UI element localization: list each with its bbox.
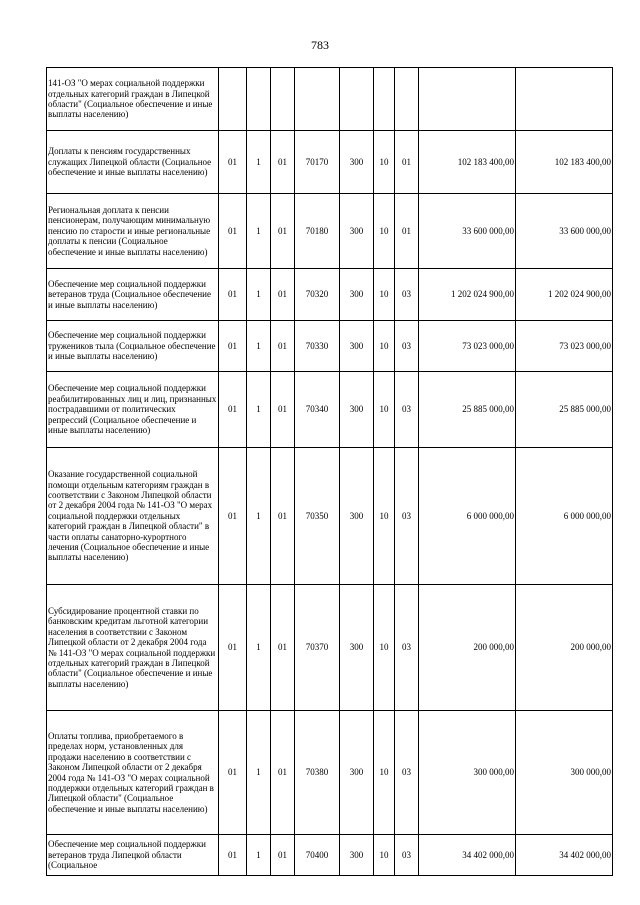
amount-cell: 200 000,00 — [419, 585, 516, 711]
code-cell: 300 — [340, 711, 374, 835]
code-cell: 1 — [247, 131, 271, 194]
table-row — [47, 711, 613, 835]
table-row — [47, 835, 613, 876]
code-cell: 10 — [374, 372, 395, 448]
code-cell: 01 — [271, 585, 295, 711]
row-description: Обеспечение мер социальной поддержки ветеранов труда Липецкой области (Социальное — [47, 835, 219, 876]
code-cell: 10 — [374, 711, 395, 835]
row-description: Обеспечение мер социальной поддержки тружеников тыла (Социальное обеспечение и иные выплаты населению) — [47, 321, 219, 372]
code-cell: 01 — [271, 711, 295, 835]
code-cell: 300 — [340, 131, 374, 194]
table-row — [47, 194, 613, 269]
code-cell: 10 — [374, 131, 395, 194]
code-cell: 03 — [395, 448, 419, 585]
code-cell — [219, 68, 247, 131]
table-row — [47, 131, 613, 194]
row-description: Обеспечение мер социальной поддержки ветеранов труда (Социальное обеспечение и иные выплаты населению) — [47, 269, 219, 321]
row-description: Оказание государственной социальной помощи отдельным категориям граждан в соответствии с Законом Липецкой области от 2 декабря 2004 года № 141-ОЗ "О мерах социальной поддержки отдельных категорий граждан в Липецкой области" в части оплаты санаторно-курортного лечения (Социальное обеспечение и иные выплаты населению) — [47, 448, 219, 585]
code-cell: 03 — [395, 269, 419, 321]
code-cell: 03 — [395, 585, 419, 711]
code-cell: 1 — [247, 585, 271, 711]
amount-cell: 1 202 024 900,00 — [419, 269, 516, 321]
code-cell: 01 — [219, 321, 247, 372]
code-cell: 70330 — [295, 321, 340, 372]
table-row — [47, 448, 613, 585]
amount-cell: 6 000 000,00 — [516, 448, 613, 585]
code-cell: 1 — [247, 372, 271, 448]
code-cell: 01 — [271, 372, 295, 448]
table-row — [47, 269, 613, 321]
code-cell: 70180 — [295, 194, 340, 269]
code-cell: 70380 — [295, 711, 340, 835]
code-cell: 1 — [247, 321, 271, 372]
code-cell: 01 — [271, 269, 295, 321]
code-cell: 1 — [247, 194, 271, 269]
amount-cell — [516, 68, 613, 131]
code-cell: 1 — [247, 448, 271, 585]
amount-cell: 73 023 000,00 — [419, 321, 516, 372]
table-row — [47, 68, 613, 131]
amount-cell: 73 023 000,00 — [516, 321, 613, 372]
code-cell: 10 — [374, 448, 395, 585]
code-cell: 70400 — [295, 835, 340, 876]
code-cell: 03 — [395, 711, 419, 835]
code-cell: 70170 — [295, 131, 340, 194]
row-description: Региональная доплата к пенсии пенсионерам, получающим минимальную пенсию по старости и иные региональные доплаты к пенсии (Социальное обеспечение и иные выплаты населению) — [47, 194, 219, 269]
amount-cell: 34 402 000,00 — [419, 835, 516, 876]
amount-cell: 200 000,00 — [516, 585, 613, 711]
code-cell: 01 — [219, 711, 247, 835]
code-cell — [340, 68, 374, 131]
amount-cell: 300 000,00 — [419, 711, 516, 835]
amount-cell: 102 183 400,00 — [516, 131, 613, 194]
row-description: 141-ОЗ "О мерах социальной поддержки отдельных категорий граждан в Липецкой области" (Социальное обеспечение и иные выплаты населению) — [47, 68, 219, 131]
code-cell: 01 — [219, 448, 247, 585]
code-cell: 10 — [374, 269, 395, 321]
code-cell: 03 — [395, 835, 419, 876]
code-cell — [247, 68, 271, 131]
code-cell: 1 — [247, 711, 271, 835]
table-row — [47, 321, 613, 372]
table-row — [47, 372, 613, 448]
code-cell: 300 — [340, 269, 374, 321]
code-cell: 10 — [374, 835, 395, 876]
row-description: Субсидирование процентной ставки по банковским кредитам льготной категории населения в соответствии с Законом Липецкой области от 2 декабря 2004 года № 141-ОЗ "О мерах социальной поддержки отдельных категорий граждан в Липецкой области" (Социальное обеспечение и иные выплаты населению) — [47, 585, 219, 711]
page-number: 783 — [311, 38, 329, 52]
code-cell — [374, 68, 395, 131]
row-description: Оплаты топлива, приобретаемого в пределах норм, установленных для продажи населению в соответствии с Законом Липецкой области от 2 декабря 2004 года № 141-ОЗ "О мерах социальной поддержки отдельных категорий граждан в Липецкой области" (Социальное обеспечение и иные выплаты населению) — [47, 711, 219, 835]
code-cell: 01 — [271, 131, 295, 194]
amount-cell — [419, 68, 516, 131]
code-cell: 01 — [219, 269, 247, 321]
code-cell: 300 — [340, 321, 374, 372]
table-row — [47, 585, 613, 711]
code-cell: 10 — [374, 321, 395, 372]
amount-cell: 6 000 000,00 — [419, 448, 516, 585]
amount-cell: 33 600 000,00 — [516, 194, 613, 269]
code-cell: 70340 — [295, 372, 340, 448]
amount-cell: 25 885 000,00 — [516, 372, 613, 448]
code-cell: 300 — [340, 585, 374, 711]
amount-cell: 1 202 024 900,00 — [516, 269, 613, 321]
code-cell: 01 — [219, 835, 247, 876]
code-cell: 1 — [247, 269, 271, 321]
code-cell: 10 — [374, 585, 395, 711]
code-cell: 01 — [219, 131, 247, 194]
code-cell: 01 — [395, 194, 419, 269]
amount-cell: 25 885 000,00 — [419, 372, 516, 448]
row-description: Обеспечение мер социальной поддержки реабилитированных лиц и лиц, признанных пострадавшими от политических репрессий (Социальное обеспечение и иные выплаты населению) — [47, 372, 219, 448]
code-cell: 70320 — [295, 269, 340, 321]
code-cell: 01 — [219, 372, 247, 448]
code-cell: 03 — [395, 372, 419, 448]
row-description: Доплаты к пенсиям государственных служащих Липецкой области (Социальное обеспечение и иные выплаты населению) — [47, 131, 219, 194]
code-cell: 01 — [271, 321, 295, 372]
code-cell: 01 — [271, 448, 295, 585]
budget-table — [46, 67, 613, 876]
code-cell: 1 — [247, 835, 271, 876]
code-cell: 10 — [374, 194, 395, 269]
amount-cell: 33 600 000,00 — [419, 194, 516, 269]
code-cell: 03 — [395, 321, 419, 372]
code-cell: 300 — [340, 194, 374, 269]
code-cell: 01 — [219, 585, 247, 711]
code-cell — [295, 68, 340, 131]
amount-cell: 34 402 000,00 — [516, 835, 613, 876]
code-cell: 300 — [340, 835, 374, 876]
code-cell — [395, 68, 419, 131]
amount-cell: 300 000,00 — [516, 711, 613, 835]
code-cell: 01 — [219, 194, 247, 269]
code-cell: 01 — [395, 131, 419, 194]
code-cell: 01 — [271, 194, 295, 269]
code-cell: 70370 — [295, 585, 340, 711]
code-cell: 01 — [271, 835, 295, 876]
amount-cell: 102 183 400,00 — [419, 131, 516, 194]
code-cell: 70350 — [295, 448, 340, 585]
code-cell — [271, 68, 295, 131]
code-cell: 300 — [340, 448, 374, 585]
code-cell: 300 — [340, 372, 374, 448]
